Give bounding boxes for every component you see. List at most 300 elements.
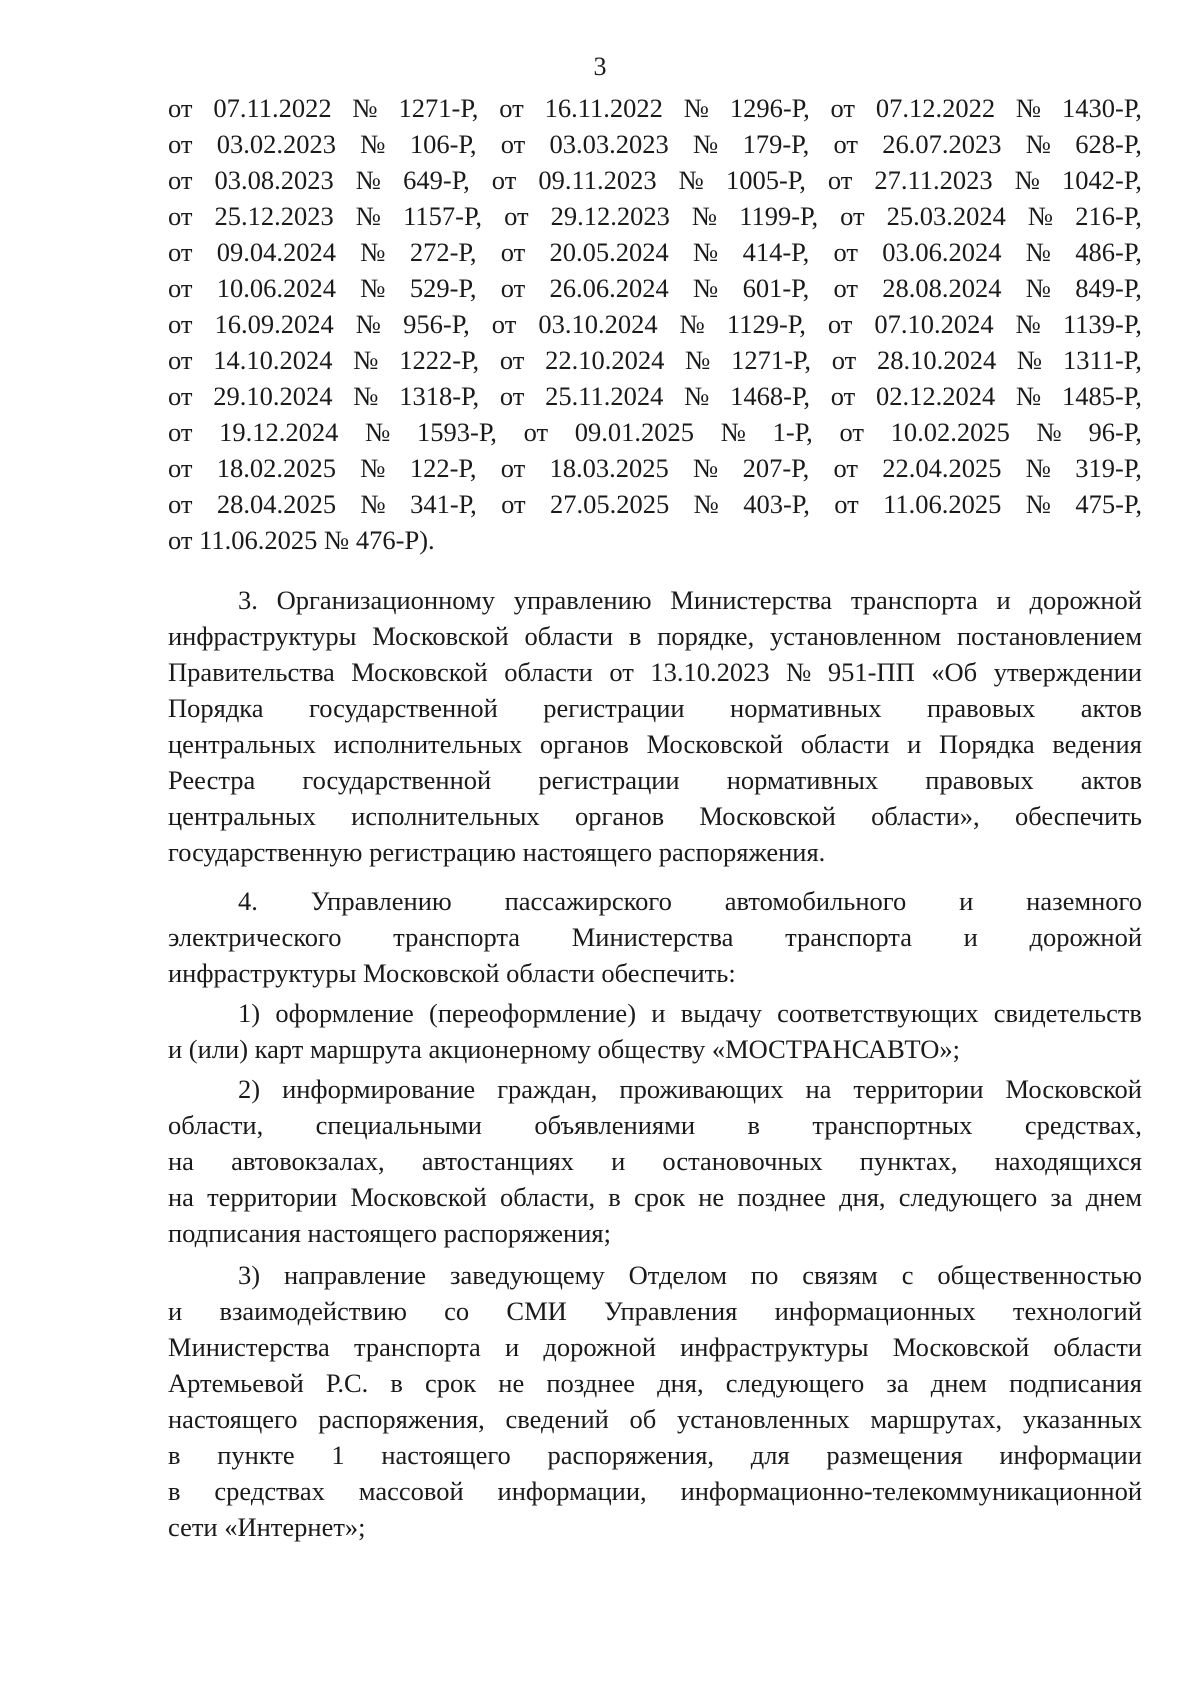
word: 29.12.2023 bbox=[550, 201, 670, 231]
word: 07.12.2022 bbox=[875, 93, 996, 123]
word: 14.10.2024 bbox=[213, 345, 333, 375]
word: находящихся bbox=[994, 1146, 1142, 1176]
word: № bbox=[1025, 129, 1052, 159]
word: от bbox=[504, 201, 529, 231]
text-line bbox=[168, 270, 1142, 306]
word: объявлениями bbox=[534, 1110, 696, 1140]
word: № bbox=[1036, 417, 1062, 447]
word: со bbox=[444, 1296, 470, 1326]
word: средствах bbox=[214, 1476, 325, 1506]
word: от bbox=[523, 417, 549, 447]
word: информации bbox=[999, 1440, 1142, 1470]
word: № bbox=[360, 489, 386, 519]
word: № bbox=[691, 201, 718, 231]
word: средствах, bbox=[1024, 1110, 1142, 1140]
word: Реестра bbox=[168, 765, 256, 795]
word: 1222-Р, bbox=[399, 345, 480, 375]
word: от bbox=[500, 453, 526, 483]
word: № bbox=[355, 201, 382, 231]
word: от bbox=[827, 309, 853, 339]
word: указанных bbox=[1022, 1404, 1142, 1434]
word: № bbox=[360, 237, 386, 267]
word: 1157-Р, bbox=[403, 201, 483, 231]
word: Управления bbox=[604, 1296, 738, 1326]
word: № bbox=[355, 309, 382, 339]
word: массовой bbox=[358, 1476, 464, 1506]
word: технологий bbox=[1012, 1296, 1142, 1326]
word: 179-Р, bbox=[742, 129, 810, 159]
word: территории bbox=[853, 1074, 984, 1104]
word: Управлению bbox=[310, 886, 452, 916]
word: правовых bbox=[926, 693, 1036, 723]
word: Артемьевой bbox=[168, 1368, 304, 1398]
word: от bbox=[834, 489, 859, 519]
word: 414-Р, bbox=[742, 237, 810, 267]
word: № bbox=[365, 417, 391, 447]
word: остановочных bbox=[662, 1146, 823, 1176]
text-line bbox=[168, 414, 1142, 450]
word: 1485-Р, bbox=[1061, 381, 1142, 411]
text-line: и (или) карт маршрута акционерному обществу «МОСТРАНСАВТО»; bbox=[168, 1034, 961, 1064]
text-line bbox=[168, 726, 1142, 762]
word: Организационному bbox=[276, 585, 496, 615]
word: 1139-Р, bbox=[1062, 309, 1142, 339]
word: 25.11.2024 bbox=[545, 381, 664, 411]
word: области bbox=[504, 657, 593, 687]
text-line: государственную регистрацию настоящего распоряжения. bbox=[168, 837, 826, 867]
word: 106-Р, bbox=[409, 129, 477, 159]
word: от bbox=[827, 165, 853, 195]
text-line bbox=[168, 1257, 1142, 1293]
word: 849-Р, bbox=[1075, 273, 1142, 303]
word: с bbox=[901, 1260, 914, 1290]
item-4-3 bbox=[168, 1257, 1142, 1545]
word: № bbox=[720, 417, 746, 447]
word: СМИ bbox=[506, 1296, 567, 1326]
word: № bbox=[693, 237, 719, 267]
word: утверждении bbox=[993, 657, 1142, 687]
word: Московской bbox=[892, 1332, 1030, 1362]
word: по bbox=[750, 1260, 779, 1290]
word: 19.12.2024 bbox=[219, 417, 339, 447]
word: № bbox=[360, 273, 386, 303]
word: 18.03.2025 bbox=[549, 453, 669, 483]
text-line bbox=[168, 883, 1142, 919]
word: 1271-Р, bbox=[398, 93, 479, 123]
word: 03.06.2024 bbox=[882, 237, 1002, 267]
text-line bbox=[168, 762, 1142, 798]
word: 1311-Р, bbox=[1062, 345, 1142, 375]
word: в bbox=[747, 1110, 760, 1140]
word: информирование bbox=[282, 1074, 476, 1104]
text-line bbox=[168, 126, 1142, 162]
word: от bbox=[830, 381, 856, 411]
word: 216-Р, bbox=[1075, 201, 1142, 231]
word: 13.10.2023 bbox=[650, 657, 770, 687]
word: Порядка bbox=[168, 693, 264, 723]
word: от bbox=[499, 381, 525, 411]
word: 03.02.2023 bbox=[216, 129, 336, 159]
word: информационно-телекоммуникационной bbox=[680, 1476, 1142, 1506]
text-line bbox=[168, 450, 1142, 486]
word: в bbox=[608, 1182, 621, 1212]
word: 07.10.2024 bbox=[874, 309, 994, 339]
word: 628-Р, bbox=[1075, 129, 1142, 159]
word: № bbox=[693, 489, 719, 519]
word: от bbox=[833, 273, 858, 303]
word: от bbox=[168, 129, 193, 159]
word: транспорта bbox=[353, 1332, 481, 1362]
word: в bbox=[168, 1440, 181, 1470]
word: 486-Р, bbox=[1075, 237, 1142, 267]
word: центральных bbox=[168, 729, 316, 759]
word: области, bbox=[499, 1182, 596, 1212]
word: от bbox=[830, 93, 856, 123]
word: следующего bbox=[725, 1368, 865, 1398]
word: 96-Р, bbox=[1088, 417, 1142, 447]
word: днем bbox=[1085, 1182, 1142, 1212]
word: Московской bbox=[350, 1182, 487, 1212]
word: 29.10.2024 bbox=[213, 381, 333, 411]
word: от bbox=[168, 93, 193, 123]
word: транспорта bbox=[785, 922, 912, 952]
word: 07.11.2022 bbox=[213, 93, 332, 123]
word: 529-Р, bbox=[409, 273, 477, 303]
word: распоряжения, bbox=[547, 1440, 715, 1470]
word: центральных bbox=[168, 801, 316, 831]
word: и bbox=[959, 886, 974, 916]
word: на bbox=[805, 1074, 832, 1104]
text-line bbox=[168, 1293, 1142, 1329]
word: № bbox=[1015, 309, 1041, 339]
word: об bbox=[629, 1404, 657, 1434]
word: соответствующих bbox=[777, 998, 979, 1028]
text-line bbox=[168, 1107, 1142, 1143]
word: транспорта bbox=[850, 585, 978, 615]
word: электрического bbox=[168, 922, 342, 952]
word: Р.С. bbox=[325, 1368, 369, 1398]
word: за bbox=[1050, 1182, 1073, 1212]
word: инфраструктуры bbox=[168, 621, 357, 651]
word: в bbox=[390, 1368, 403, 1398]
word: 10.06.2024 bbox=[216, 273, 336, 303]
word: и bbox=[611, 1146, 626, 1176]
word: выдачу bbox=[680, 998, 762, 1028]
text-line bbox=[168, 1401, 1142, 1437]
word: от bbox=[168, 201, 193, 231]
word: позднее bbox=[546, 1368, 635, 1398]
word: области bbox=[524, 621, 614, 651]
word: 11.06.2025 bbox=[883, 489, 1002, 519]
text-line bbox=[168, 1329, 1142, 1365]
word: 22.04.2025 bbox=[882, 453, 1002, 483]
word: от bbox=[840, 201, 865, 231]
word: от bbox=[168, 417, 193, 447]
word: № bbox=[1025, 237, 1052, 267]
word: Министерства bbox=[670, 585, 833, 615]
word: общественностью bbox=[937, 1260, 1142, 1290]
text-line: инфраструктуры Московской области обеспечить: bbox=[168, 958, 736, 988]
word: информации, bbox=[497, 1476, 647, 1506]
text-line bbox=[168, 1071, 1142, 1107]
word: 4. bbox=[238, 886, 258, 916]
word: органов bbox=[539, 729, 629, 759]
word: Московской bbox=[699, 801, 836, 831]
word: автовокзалах, bbox=[231, 1146, 385, 1176]
word: не bbox=[498, 1368, 525, 1398]
text-line bbox=[168, 378, 1142, 414]
word: маршрутах, bbox=[870, 1404, 1003, 1434]
word: установленном bbox=[770, 621, 942, 651]
word: 26.06.2024 bbox=[549, 273, 669, 303]
word: 1593-Р, bbox=[417, 417, 497, 447]
word: 28.10.2024 bbox=[876, 345, 997, 375]
word: 1042-Р, bbox=[1062, 165, 1142, 195]
word: свидетельств bbox=[993, 998, 1142, 1028]
word: 1199-Р, bbox=[739, 201, 819, 231]
word: № bbox=[355, 165, 382, 195]
word: 1296-Р, bbox=[729, 93, 810, 123]
word: 272-Р, bbox=[409, 237, 477, 267]
word: 649-Р, bbox=[403, 165, 470, 195]
word: на bbox=[168, 1182, 194, 1212]
word: установленных bbox=[676, 1404, 850, 1434]
word: 03.08.2023 bbox=[214, 165, 334, 195]
word: 1318-Р, bbox=[399, 381, 480, 411]
word: 601-Р, bbox=[742, 273, 810, 303]
text-line bbox=[168, 690, 1142, 726]
word: № bbox=[1014, 165, 1040, 195]
word: 341-Р, bbox=[410, 489, 477, 519]
word: № bbox=[1016, 345, 1043, 375]
word: Министерства bbox=[168, 1332, 330, 1362]
word: в bbox=[168, 1476, 181, 1506]
word: от bbox=[168, 165, 193, 195]
word: и bbox=[505, 1332, 520, 1362]
text-line bbox=[168, 995, 1142, 1031]
word: распоряжения, bbox=[318, 1404, 485, 1434]
word: и bbox=[651, 998, 666, 1028]
word: от bbox=[168, 237, 193, 267]
word: 951-ПП bbox=[827, 657, 915, 687]
word: оформление bbox=[275, 998, 414, 1028]
word: срок bbox=[633, 1182, 686, 1212]
word: исполнительных bbox=[351, 801, 540, 831]
word: срок bbox=[425, 1368, 477, 1398]
word: связям bbox=[802, 1260, 878, 1290]
word: правовых bbox=[925, 765, 1034, 795]
word: 1 bbox=[331, 1440, 345, 1470]
word: от bbox=[609, 657, 634, 687]
page-number: 3 bbox=[593, 52, 607, 81]
word: 1005-Р, bbox=[725, 165, 806, 195]
text-line: от 11.06.2025 № 476-Р). bbox=[168, 525, 435, 555]
word: 25.12.2023 bbox=[214, 201, 334, 231]
word: № bbox=[360, 453, 386, 483]
word: исполнительных bbox=[333, 729, 523, 759]
word: 09.11.2023 bbox=[538, 165, 657, 195]
text-line bbox=[168, 234, 1142, 270]
word: государственной bbox=[302, 765, 492, 795]
word: дорожной bbox=[1029, 922, 1142, 952]
word: настоящего bbox=[168, 1404, 298, 1434]
word: 25.03.2024 bbox=[886, 201, 1006, 231]
word: 28.08.2024 bbox=[882, 273, 1002, 303]
word: от bbox=[500, 273, 526, 303]
word: 475-Р, bbox=[1075, 489, 1142, 519]
word: 1271-Р, bbox=[731, 345, 811, 375]
word: 3) bbox=[238, 1260, 261, 1290]
word: информационных bbox=[774, 1296, 976, 1326]
word: днем bbox=[930, 1368, 987, 1398]
word: для bbox=[750, 1440, 790, 1470]
word: 3. bbox=[238, 585, 258, 615]
text-line bbox=[168, 162, 1142, 198]
word: № bbox=[693, 273, 719, 303]
word: от bbox=[168, 489, 193, 519]
word: ведения bbox=[1052, 729, 1142, 759]
word: 403-Р, bbox=[743, 489, 810, 519]
word: от bbox=[168, 381, 193, 411]
text-line bbox=[168, 582, 1142, 618]
word: постановлением bbox=[956, 621, 1142, 651]
word: от bbox=[491, 309, 517, 339]
word: (переоформление) bbox=[429, 998, 637, 1028]
word: 03.03.2023 bbox=[549, 129, 669, 159]
word: 02.12.2024 bbox=[875, 381, 996, 411]
word: следующего bbox=[898, 1182, 1038, 1212]
word: 20.05.2024 bbox=[549, 237, 669, 267]
word: взаимодействию bbox=[219, 1296, 407, 1326]
word: № bbox=[353, 381, 379, 411]
text-line bbox=[168, 306, 1142, 342]
word: от bbox=[168, 309, 193, 339]
references-continuation bbox=[168, 90, 1142, 558]
word: актов bbox=[1080, 693, 1142, 723]
text-line bbox=[168, 486, 1142, 522]
word: пассажирского bbox=[504, 886, 672, 916]
word: позднее bbox=[737, 1182, 826, 1212]
word: Министерства bbox=[571, 922, 734, 952]
word: пунктах, bbox=[859, 1146, 958, 1176]
word: 10.02.2025 bbox=[890, 417, 1010, 447]
word: № bbox=[1025, 453, 1052, 483]
word: подписания bbox=[1009, 1368, 1142, 1398]
word: граждан, bbox=[497, 1074, 598, 1104]
item-4-1 bbox=[168, 995, 1142, 1067]
word: 22.10.2024 bbox=[545, 345, 665, 375]
word: области», bbox=[871, 801, 980, 831]
word: регистрации bbox=[543, 693, 685, 723]
word: дня, bbox=[657, 1368, 704, 1398]
word: № bbox=[1015, 381, 1042, 411]
word: 1129-Р, bbox=[726, 309, 806, 339]
word: Московской bbox=[372, 621, 509, 651]
word: Московской bbox=[646, 729, 784, 759]
word: автостанциях bbox=[421, 1146, 574, 1176]
word: 319-Р, bbox=[1075, 453, 1142, 483]
word: направление bbox=[284, 1260, 427, 1290]
word: от bbox=[499, 345, 525, 375]
word: дня, bbox=[839, 1182, 886, 1212]
word: и bbox=[996, 585, 1011, 615]
word: за bbox=[886, 1368, 909, 1398]
word: регистрации bbox=[538, 765, 680, 795]
word: № bbox=[1015, 93, 1042, 123]
word: 1) bbox=[238, 998, 261, 1028]
word: от bbox=[831, 345, 857, 375]
word: 1430-Р, bbox=[1062, 93, 1142, 123]
text-line bbox=[168, 90, 1142, 126]
word: № bbox=[693, 129, 719, 159]
text-line bbox=[168, 198, 1142, 234]
word: 122-Р, bbox=[409, 453, 477, 483]
word: и bbox=[907, 729, 922, 759]
word: территории bbox=[207, 1182, 338, 1212]
text-line: сети «Интернет»; bbox=[168, 1512, 366, 1542]
word: не bbox=[698, 1182, 725, 1212]
word: актов bbox=[1080, 765, 1142, 795]
word: Порядка bbox=[939, 729, 1035, 759]
text-line: подписания настоящего распоряжения; bbox=[168, 1218, 611, 1248]
word: от bbox=[500, 129, 526, 159]
word: от bbox=[501, 489, 526, 519]
word: 16.09.2024 bbox=[214, 309, 334, 339]
word: № bbox=[679, 309, 705, 339]
word: инфраструктуры bbox=[680, 1332, 869, 1362]
text-line bbox=[168, 1473, 1142, 1509]
word: специальными bbox=[315, 1110, 482, 1140]
word: заведующему bbox=[449, 1260, 605, 1290]
word: дорожной bbox=[1029, 585, 1142, 615]
word: транспортных bbox=[812, 1110, 973, 1140]
word: № bbox=[352, 93, 378, 123]
word: Отделом bbox=[628, 1260, 727, 1290]
word: от bbox=[168, 345, 193, 375]
word: 27.05.2025 bbox=[549, 489, 670, 519]
word: на bbox=[168, 1146, 194, 1176]
word: дорожной bbox=[543, 1332, 656, 1362]
word: от bbox=[168, 453, 193, 483]
word: области bbox=[800, 729, 890, 759]
word: № bbox=[683, 93, 709, 123]
word: сведений bbox=[505, 1404, 609, 1434]
word: порядке, bbox=[657, 621, 755, 651]
text-line bbox=[168, 798, 1142, 834]
word: от bbox=[839, 417, 864, 447]
word: № bbox=[693, 453, 719, 483]
word: № bbox=[1025, 489, 1051, 519]
text-line bbox=[168, 1143, 1142, 1179]
word: области bbox=[1053, 1332, 1142, 1362]
word: области, bbox=[168, 1110, 264, 1140]
word: № bbox=[685, 345, 711, 375]
word: Правительства bbox=[168, 657, 335, 687]
word: Московской bbox=[1005, 1074, 1142, 1104]
word: 28.04.2025 bbox=[216, 489, 337, 519]
item-4-2 bbox=[168, 1071, 1142, 1251]
word: управлению bbox=[513, 585, 652, 615]
word: 207-Р, bbox=[742, 453, 810, 483]
word: обеспечить bbox=[1014, 801, 1142, 831]
word: от bbox=[833, 237, 858, 267]
word: пункте bbox=[217, 1440, 295, 1470]
word: 16.11.2022 bbox=[544, 93, 663, 123]
word: настоящего bbox=[381, 1440, 511, 1470]
word: нормативных bbox=[726, 765, 879, 795]
word: № bbox=[353, 345, 379, 375]
word: 2) bbox=[238, 1074, 261, 1104]
